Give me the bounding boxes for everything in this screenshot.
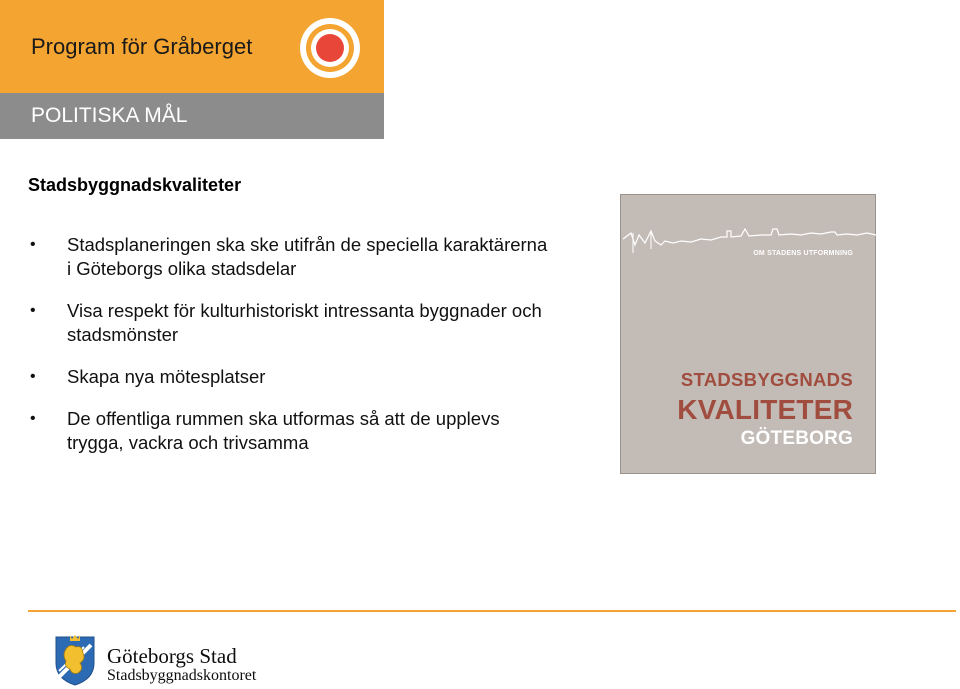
org-name: Göteborgs Stad bbox=[107, 644, 237, 668]
section-heading: Stadsbyggnadskvaliteter bbox=[28, 175, 242, 195]
page-title: Program för Gråberget bbox=[31, 34, 253, 59]
list-item: • Skapa nya mötesplatser bbox=[28, 365, 548, 389]
bullet-list bbox=[28, 233, 548, 473]
book-cover-image bbox=[620, 194, 876, 474]
list-item: • Visa respekt för kulturhistoriskt intressanta byggnader och stadsmönster bbox=[28, 299, 548, 347]
header-banner bbox=[0, 0, 384, 93]
book-title-line1: STADSBYGGNADS bbox=[680, 369, 853, 390]
department-name: Stadsbyggnadskontoret bbox=[107, 667, 257, 684]
list-item: • Stadsplaneringen ska ske utifrån de speciella karaktärerna i Göteborgs olika stadsdelar bbox=[28, 233, 548, 281]
book-title-line2: KVALITETER bbox=[677, 394, 853, 425]
ring-dot-icon bbox=[296, 14, 364, 82]
header-subbar bbox=[0, 93, 384, 139]
footer-divider bbox=[28, 610, 956, 612]
page-subtitle: POLITISKA MÅL bbox=[31, 104, 188, 127]
book-tagline: OM STADENS UTFORMNING bbox=[753, 250, 853, 257]
book-title-line3: GÖTEBORG bbox=[740, 428, 853, 449]
city-skyline-icon bbox=[621, 223, 877, 263]
gothenburg-lion-emblem-icon bbox=[50, 633, 100, 687]
list-item: • De offentliga rummen ska utformas så att de upplevs trygga, vackra och trivsamma bbox=[28, 407, 548, 455]
